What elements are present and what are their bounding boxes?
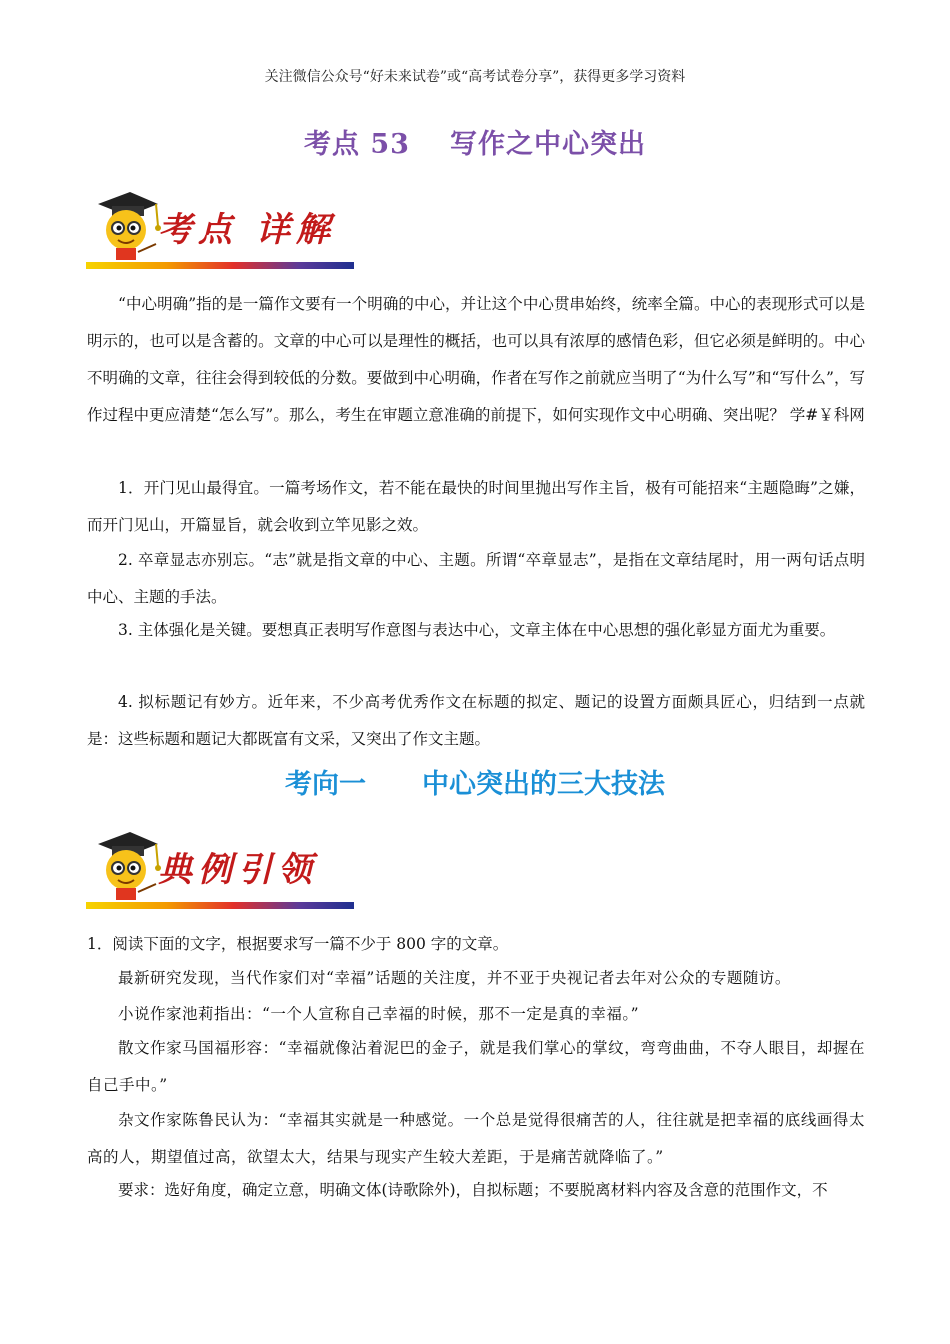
banner-title: 考点 详解 <box>158 210 336 250</box>
subtitle-label: 考向一 <box>285 769 366 800</box>
question-requirement: 要求：选好角度，确定立意，明确文体(诗歌除外)，自拟标题；不要脱离材料内容及含意的范围作文，不 <box>118 1181 828 1199</box>
title-label: 考点 53 <box>304 129 410 160</box>
question-material-3: 散文作家马国福形容：“幸福就像沾着泥巴的金子，就是我们掌心的掌纹，弯弯曲曲，不夺人眼目，却握在自己手中。” <box>87 1039 865 1094</box>
question-material-1: 最新研究发现，当代作家们对“幸福”话题的关注度，并不亚于央视记者去年对公众的专题随访。 <box>118 969 791 987</box>
section-subtitle <box>0 762 950 801</box>
banner-title: 典例引领 <box>158 850 318 890</box>
banner-dianli-yinling <box>86 826 356 912</box>
point-4: 4. 拟标题记有妙方。近年来，不少高考优秀作文在标题的拟定、题记的设置方面颇具匠心，归结到一点就是：这些标题和题记大都既富有文采，又突出了作文主题。 <box>87 693 865 748</box>
point-1: 1．开门见山最得宜。一篇考场作文，若不能在最快的时间里抛出写作主旨，极有可能招来“主题隐晦”之嫌，而开门见山，开篇显旨，就会收到立竿见影之效。 <box>87 479 865 534</box>
scholar-mascot-icon <box>86 826 166 906</box>
question-stem: 1．阅读下面的文字，根据要求写一篇不少于 800 字的文章。 <box>87 935 509 953</box>
banner-kaodian-xiangjie <box>86 186 356 272</box>
banner-underline <box>86 262 354 269</box>
title-text: 写作之中心突出 <box>449 129 646 160</box>
point-3: 3. 主体强化是关键。要想真正表明写作意图与表达中心，文章主体在中心思想的强化彰显方面尤为重要。 <box>118 621 836 639</box>
header-note: 关注微信公众号“好未来试卷”或“高考试卷分享”，获得更多学习资料 <box>264 69 686 85</box>
page-title <box>0 122 950 161</box>
subtitle-text: 中心突出的三大技法 <box>422 769 665 800</box>
point-2: 2. 卒章显志亦别忘。“志”就是指文章的中心、主题。所谓“卒章显志”，是指在文章结尾时，用一两句话点明中心、主题的手法。 <box>87 551 865 606</box>
intro-paragraph: “中心明确”指的是一篇作文要有一个明确的中心，并让这个中心贯串始终，统率全篇。中心的表现形式可以是明示的，也可以是含蓄的。文章的中心可以是理性的概括，也可以具有浓厚的感情色彩，但它必须是鲜明的。中心不明确的文章，往往会得到较低的分数。要做到中心明确，作者在写作之前就应当明了“为什么写”和“写什么”，写作过程中更应清楚“怎么写”。那么，考生在审题立意准确的前提下，如何实现作文中心明确、突出呢？ 学#￥科网 <box>87 295 865 424</box>
question-material-4: 杂文作家陈鲁民认为：“幸福其实就是一种感觉。一个总是觉得很痛苦的人，往往就是把幸福的底线画得太高的人，期望值过高，欲望太大，结果与现实产生较大差距，于是痛苦就降临了。” <box>87 1111 865 1166</box>
banner-underline <box>86 902 354 909</box>
scholar-mascot-icon <box>86 186 166 266</box>
question-material-2: 小说作家池莉指出：“一个人宣称自己幸福的时候，那不一定是真的幸福。” <box>118 1005 640 1023</box>
